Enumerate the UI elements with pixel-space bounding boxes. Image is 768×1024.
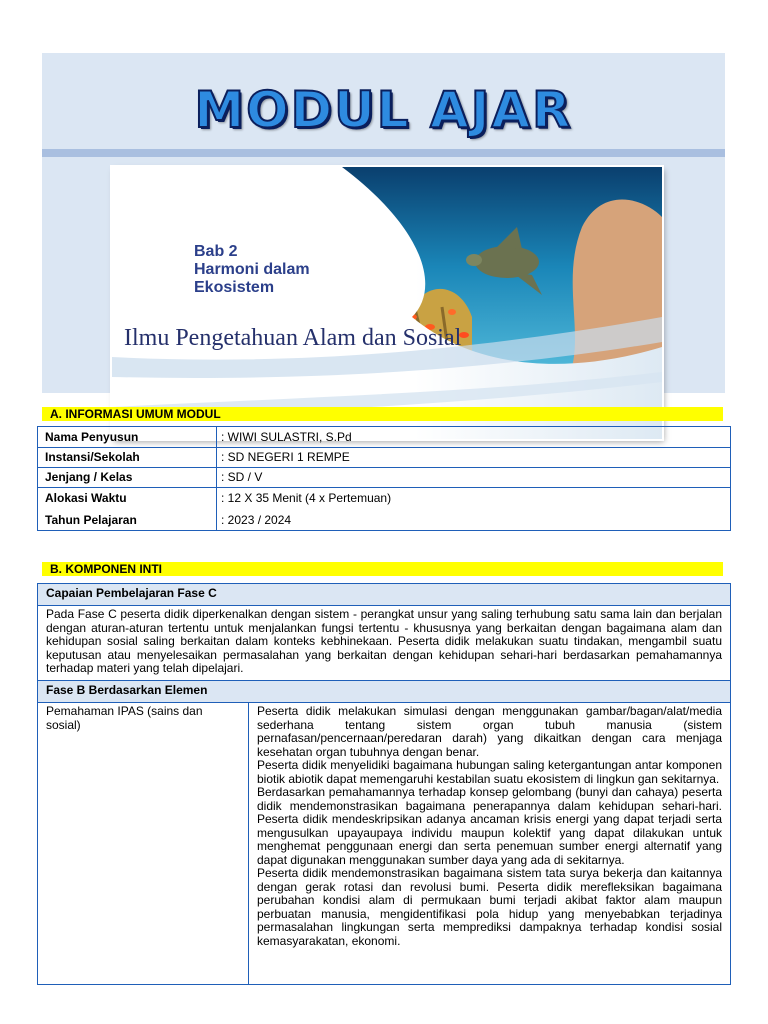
table-row <box>38 447 730 468</box>
info-key: Instansi/Sekolah <box>45 450 140 464</box>
section-a-heading: A. INFORMASI UMUM MODUL <box>42 407 723 421</box>
table-row <box>38 488 730 508</box>
section-b-heading: B. KOMPONEN INTI <box>42 562 723 576</box>
element-paragraph: Peserta didik menyelidiki bagaimana hubungan saling ketergantungan antar komponen biotik abiotik dapat memengaruhi kestabilan suatu ekosistem di lingkun gan sekitarnya. <box>257 758 722 786</box>
info-key: Alokasi Waktu <box>45 491 127 505</box>
general-info-table <box>37 426 731 531</box>
info-value: : 12 X 35 Menit (4 x Pertemuan) <box>221 491 392 505</box>
table-row <box>38 510 730 530</box>
element-paragraph: Peserta didik mendemonstrasikan bagaimana sistem tata surya bekerja dan kaitannya dengan gerak rotasi dan revolusi bumi. Peserta didik merefleksikan bagaimana perubahan kondisi alam di permukaan bumi terjadi akibat faktor alam maupun perbuatan manusia, mengidentifikasi pola hidup yang menyebabkan terjadinya permasalahan lingkungan serta memprediksi dampaknya terhadap kondisi sosial kemasyarakatan, ekonomi. <box>257 866 722 948</box>
info-value: : WIWI SULASTRI, S.Pd <box>221 430 352 444</box>
element-paragraph: Peserta didik melakukan simulasi dengan menggunakan gambar/bagan/alat/media sederhana tentang sistem organ tubuh manusia (sistem pernafasan/pencernaan/peredaran darah) yang dikaitkan dengan cara menjaga kesehatan organ tubuhnya dengan benar. <box>257 704 722 759</box>
table-row <box>38 467 730 488</box>
info-value: : SD / V <box>221 470 263 484</box>
info-value: : SD NEGERI 1 REMPE <box>221 450 350 464</box>
ocean-illustration <box>112 167 662 439</box>
info-key: Nama Penyusun <box>45 430 139 444</box>
subject-title: Ilmu Pengetahuan Alam dan Sosial <box>124 325 462 351</box>
element-description <box>248 703 730 984</box>
info-key: Tahun Pelajaran <box>45 513 137 527</box>
info-key: Jenjang / Kelas <box>45 470 133 484</box>
fase-header: Fase B Berdasarkan Elemen <box>38 681 730 703</box>
chapter-number: Bab 2 <box>194 243 238 260</box>
cover-image <box>112 167 662 439</box>
info-value: : 2023 / 2024 <box>221 513 292 527</box>
cp-header: Capaian Pembelajaran Fase C <box>38 584 730 606</box>
chapter-title-line-2: Ekosistem <box>194 279 275 296</box>
element-paragraph: Berdasarkan pemahamannya terhadap konsep gelombang (bunyi dan cahaya) peserta didik mendemonstrasikan bagaimana penerapannya dalam kehidupan sehari-hari. Peserta didik mendeskripsikan adanya ancaman krisis energi yang dapat terjadi serta mengusulkan upayaupaya individu maupun kolektif yang dapat dilakukan untuk menghemat penggunaan energi dan serta penemuan sumber energi alternatif yang dapat digunakan menggunakan sumber daya yang ada di sekitarnya. <box>257 785 722 867</box>
cp-text: Pada Fase C peserta didik diperkenalkan dengan sistem - perangkat unsur yang saling terhubung satu sama lain dan berjalan dengan aturan-aturan tertentu untuk menjalankan fungsi tertentu - khususnya yang berkaitan dengan bagaimana alam dan kehidupan sosial saling berkaitan dalam konteks kebhinekaan. Peserta didik melakukan suatu tindakan, mengambil suatu keputusan atau menyelesaikan permasalahan yang berkaitan dengan kehidupan sehari-hari berdasarkan pemahamannya terhadap materi yang telah dipelajari. <box>38 606 730 681</box>
element-name: Pemahaman IPAS (sains dan sosial) <box>46 704 203 732</box>
table-row <box>38 427 730 448</box>
module-title: MODUL AJAR <box>194 81 573 139</box>
chapter-label <box>194 243 310 297</box>
chapter-title-line-1: Harmoni dalam <box>194 261 310 278</box>
cover <box>42 53 725 393</box>
cover-band <box>42 149 725 157</box>
element-row <box>38 703 730 984</box>
core-components-table <box>37 583 731 985</box>
